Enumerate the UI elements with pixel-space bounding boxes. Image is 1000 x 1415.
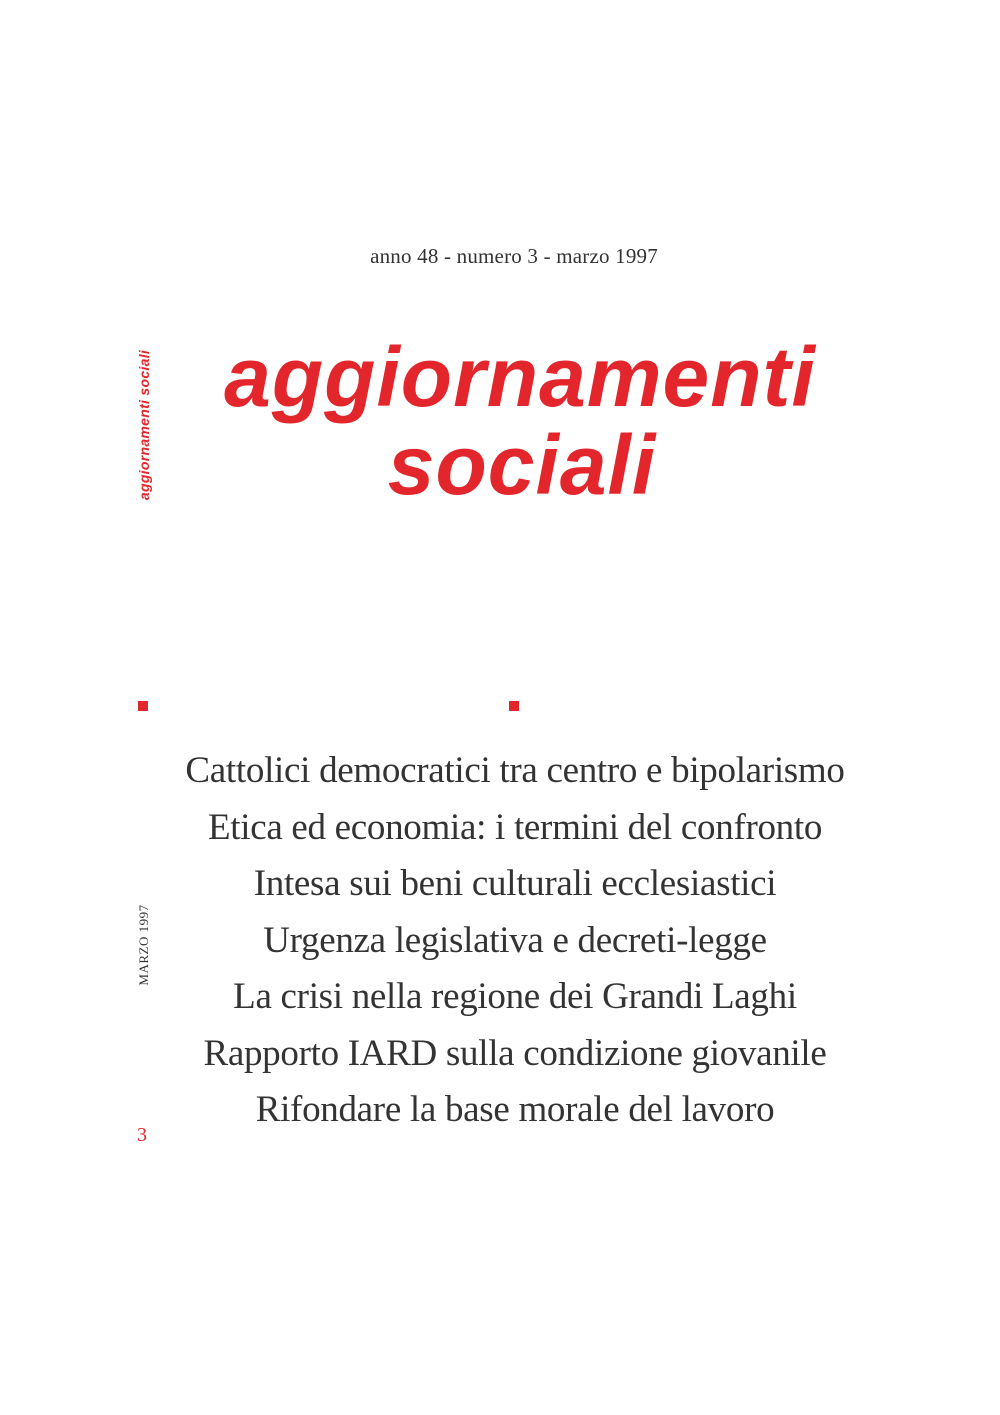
contents-item: Etica ed economia: i termini del confronto xyxy=(207,806,823,848)
masthead-line-2: sociali xyxy=(387,418,657,512)
contents-item: Rapporto IARD sulla condizione giovanile xyxy=(203,1032,827,1074)
contents-list xyxy=(180,743,850,1139)
contents-item: Urgenza legislativa e decreti-legge xyxy=(263,919,767,961)
spine-date: MARZO 1997 xyxy=(136,904,151,986)
spine-issue-number: 3 xyxy=(137,1124,147,1146)
masthead-line-1: aggiornamenti xyxy=(224,330,816,424)
contents-item: Cattolici democratici tra centro e bipolarismo xyxy=(185,750,845,791)
masthead-title xyxy=(200,330,840,512)
contents-item: Intesa sui beni culturali ecclesiastici xyxy=(253,863,777,904)
red-square-marker-center xyxy=(509,701,519,711)
contents-item: Rifondare la base morale del lavoro xyxy=(255,1089,775,1130)
issue-line: anno 48 - numero 3 - marzo 1997 xyxy=(370,244,658,268)
spine-title: aggiornamenti sociali xyxy=(136,349,152,501)
red-square-marker-left xyxy=(138,701,148,711)
contents-item: La crisi nella regione dei Grandi Laghi xyxy=(233,976,797,1017)
